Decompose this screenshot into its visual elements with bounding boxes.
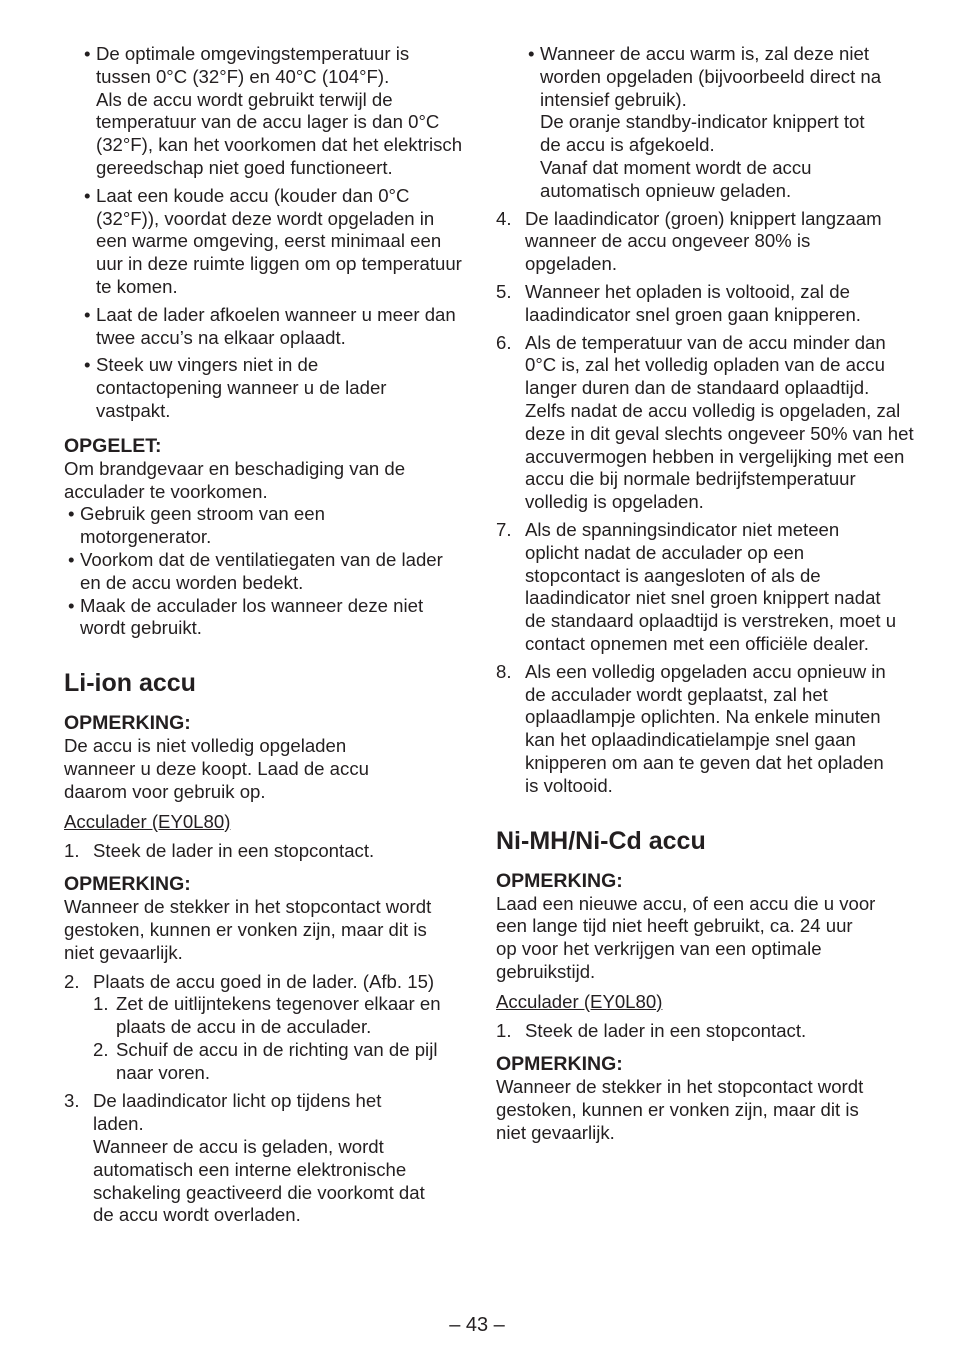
list-item: • Voorkom dat de ventilatiegaten van de lader en de accu worden bedekt. [68,549,450,595]
note-text: De accu is niet volledig opgeladen wanneer u deze koopt. Laad de accu daarom voor gebruik op. [64,735,369,802]
list-item: 1. Steek de lader in een stopcontact. [64,840,375,862]
left-column [64,43,464,1227]
list-item: 2. Plaats de accu goed in de lader. (Afb. 15) 1. Zet de uitlijntekens tegenover elkaar en plaats de accu in de acculader. 2. Schuif de accu in de richting van de pijl naar voren. [64,971,464,1085]
note-text: Wanneer de stekker in het stopcontact wordt gestoken, kunnen er vonken zijn, maar dit is niet gevaarlijk. [64,896,432,963]
charger-model-label: Acculader (EY0L80) [496,990,663,1012]
caution-intro: Om brandgevaar en beschadiging van de acculader te voorkomen. [64,457,406,502]
note-section [64,712,414,803]
list-item: 5. Wanneer het opladen is voltooid, zal de laadindicator snel groen gaan knipperen. [496,280,861,325]
list-item: 7. Als de spanningsindicator niet meteen oplicht nadat de acculader op een stopcontact is aangesloten of als de laadindicator niet snel groen knippert nadat de standaard oplaadtijd is verstreken, moet u contact opnemen met een officiële dealer. [496,518,897,654]
sub-list-item: 2. Schuif de accu in de richting van de pijl naar voren. [93,1038,438,1083]
caution-heading: OPGELET: [64,434,162,457]
list-item: 3. De laadindicator licht op tijdens het laden. Wanneer de accu is geladen, wordt automatisch een interne elektronische schakeling geactiveerd die voorkomt dat de accu wordt overladen. [64,1090,425,1226]
list-item: • Wanneer de accu warm is, zal deze niet worden opgeladen (bijvoorbeeld direct na intensief gebruik). De oranje standby-indicator knippert tot de accu is afgekoeld. Vanaf dat moment wordt de accu automatisch opnieuw geladen. [528,43,888,203]
list-item: • Laat de lader afkoelen wanneer u meer dan twee accu’s na elkaar oplaadt. [84,304,464,350]
list-item: 8. Als een volledig opgeladen accu opnieuw in de acculader wordt geplaatst, zal het oplaadlampje oplichten. Na enkele minuten kan het oplaadindicatielampje snel gaan knipperen om aan te geven dat het opladen is voltooid. [496,660,886,796]
note-text: Wanneer de stekker in het stopcontact wordt gestoken, kunnen er vonken zijn, maar dit is niet gevaarlijk. [496,1076,864,1143]
list-item: 6. Als de temperatuur van de accu minder dan 0°C is, zal het volledig opladen van de accu langer duren dan de standaard oplaadtijd. Zelfs nadat de accu volledig is opgeladen, zal deze in dit geval slechts ongeveer 50% van het accuvermogen hebben in vergelijking met een accu die bij normale bedrijfstemperatuur volledig is opgeladen. [496,331,914,513]
charger-model-label: Acculader (EY0L80) [64,810,231,832]
list-item: • De optimale omgevingstemperatuur is tussen 0°C (32°F) en 40°C (104°F). Als de accu wordt gebruikt terwijl de temperatuur van de accu lager is dan 0°C (32°F), kan het voorkomen dat het elektrisch gereedschap niet goed functioneert. [84,43,464,180]
temperature-bullet-list [64,43,464,423]
note-section [496,1053,866,1144]
right-column [496,43,914,1145]
note-heading: OPMERKING: [496,869,623,892]
note-heading: OPMERKING: [64,873,191,896]
page-number: – 43 – [449,1314,505,1336]
list-item: 1. Steek de lader in een stopcontact. [496,1020,807,1042]
list-item: 4. De laadindicator (groen) knippert langzaam wanneer de accu ongeveer 80% is opgeladen. [496,207,882,275]
section-title-li-ion: Li-ion accu [64,669,196,698]
note-section [64,873,434,964]
list-item: • Gebruik geen stroom van een motorgenerator. [68,503,380,549]
note-text: Laad een nieuwe accu, of een accu die u voor een lange tijd niet heeft gebruikt, ca. 24 uur op voor het verkrijgen van een optimale gebruikstijd. [496,892,876,982]
sub-list-item: 1. Zet de uitlijntekens tegenover elkaar en plaats de accu in de acculader. [93,993,441,1038]
note-heading: OPMERKING: [64,712,191,735]
note-section [496,870,876,984]
list-item: • Laat een koude accu (kouder dan 0°C (32°F)), voordat deze wordt opgeladen in een warme omgeving, eerst minimaal een uur in deze ruimte liggen om op temperatuur te komen. [84,185,466,299]
note-heading: OPMERKING: [496,1053,623,1076]
list-item: • Steek uw vingers niet in de contactopening wanneer u de lader vastpakt. [84,354,446,422]
section-title-ni-mh: Ni-MH/Ni-Cd accu [496,826,706,855]
list-item: • Maak de acculader los wanneer deze niet wordt gebruikt. [68,595,450,641]
caution-section [64,435,464,640]
